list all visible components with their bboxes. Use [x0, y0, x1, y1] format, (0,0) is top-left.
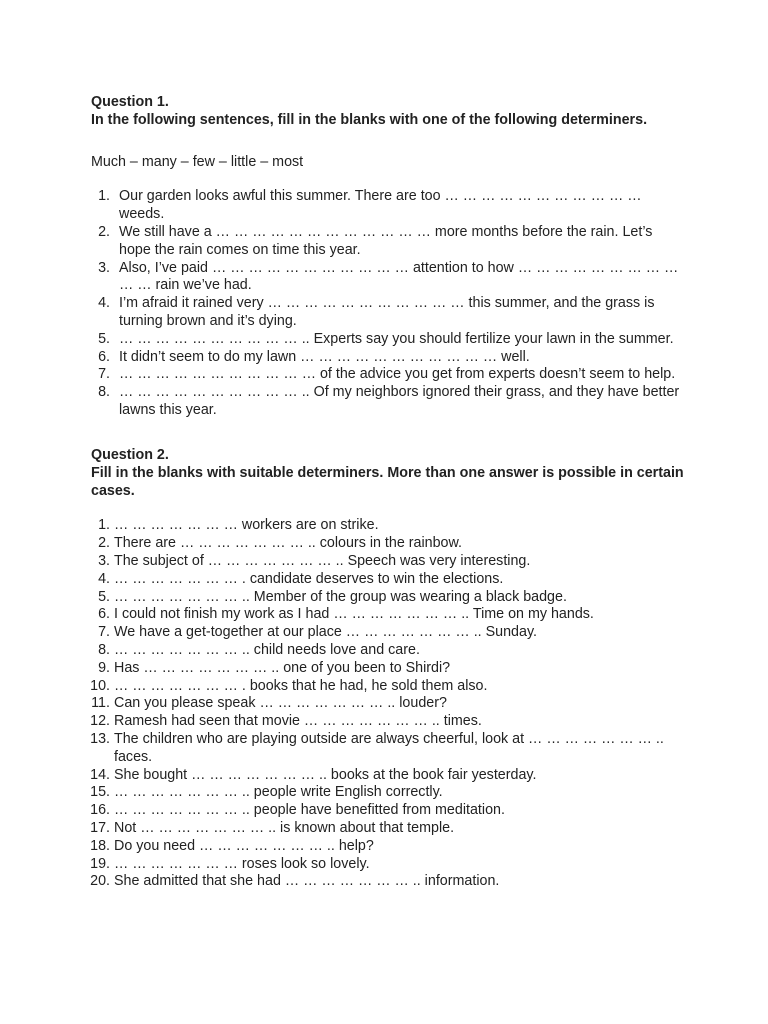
item-number: 1.	[98, 517, 110, 534]
list-item	[77, 784, 677, 802]
item-number: 18.	[90, 837, 110, 854]
list-item	[77, 571, 677, 589]
item-number: 8.	[98, 384, 110, 401]
list-item	[82, 295, 682, 331]
list-item	[77, 802, 677, 820]
item-text: … … … … … … … … … … … of the advice you get from experts doesn’t seem to help.	[119, 366, 676, 383]
item-text: … … … … … … … roses look so lovely.	[114, 855, 370, 872]
list-item	[77, 606, 677, 624]
item-text: Has … … … … … … … .. one of you been to Shirdi?	[114, 659, 451, 676]
list-item	[82, 384, 682, 420]
list-item	[82, 260, 682, 296]
item-text: … … … … … … … .. people write English correctly.	[114, 784, 443, 801]
item-number: 4.	[98, 295, 110, 312]
item-number: 10.	[90, 677, 110, 694]
item-text: I’m afraid it rained very … … … … … … … … … … … this summer, and the grass is turning brown and it’s dying.	[119, 295, 655, 329]
item-text: Also, I’ve paid … … … … … … … … … … … attention to how … … … … … … … … … … … rain we’ve had.	[119, 259, 679, 294]
item-number: 3.	[98, 552, 110, 569]
list-item	[77, 731, 677, 767]
list-item	[82, 331, 682, 349]
item-number: 5.	[98, 330, 110, 347]
item-text: … … … … … … … workers are on strike.	[114, 517, 379, 534]
question-1	[91, 94, 691, 420]
item-text: There are … … … … … … … .. colours in the rainbow.	[114, 535, 463, 552]
item-number: 4.	[98, 570, 110, 587]
list-item	[77, 713, 677, 731]
item-number: 2.	[98, 535, 110, 552]
item-text: Ramesh had seen that movie … … … … … … … .. times.	[114, 713, 482, 730]
item-number: 5.	[98, 588, 110, 605]
item-number: 6.	[98, 606, 110, 623]
item-number: 2.	[98, 223, 110, 240]
item-text: … … … … … … … .. child needs love and care.	[114, 641, 420, 658]
item-text: Our garden looks awful this summer. There are too … … … … … … … … … … … weeds.	[119, 188, 642, 223]
determiner-options: Much – many – few – little – most	[91, 153, 304, 170]
item-text: She bought … … … … … … … .. books at the book fair yesterday.	[114, 766, 537, 783]
list-item	[77, 820, 677, 838]
item-text: Do you need … … … … … … … .. help?	[114, 837, 374, 854]
question-2-instruction: Fill in the blanks with suitable determiners. More than one answer is possible in certain cases.	[91, 464, 684, 499]
item-number: 9.	[98, 659, 110, 676]
item-text: The subject of … … … … … … … .. Speech was very interesting.	[114, 552, 531, 569]
item-number: 3.	[98, 259, 110, 276]
question-2	[91, 447, 691, 891]
list-item	[77, 660, 677, 678]
item-number: 15.	[90, 784, 110, 801]
list-item	[82, 366, 682, 384]
question-1-list	[82, 188, 682, 419]
list-item	[77, 642, 677, 660]
list-item	[82, 349, 682, 367]
item-text: We have a get-together at our place … … … … … … … .. Sunday.	[114, 624, 538, 641]
list-item	[77, 678, 677, 696]
item-text: … … … … … … … . candidate deserves to win the elections.	[114, 570, 504, 587]
item-text: Not … … … … … … … .. is known about that temple.	[114, 819, 455, 836]
item-number: 6.	[98, 348, 110, 365]
item-number: 7.	[98, 366, 110, 383]
list-item	[77, 856, 677, 874]
item-number: 14.	[90, 766, 110, 783]
list-item	[77, 535, 677, 553]
item-number: 11.	[91, 695, 110, 712]
list-item	[77, 695, 677, 713]
item-number: 13.	[90, 730, 110, 747]
list-item	[77, 767, 677, 785]
list-item	[77, 873, 677, 891]
item-number: 7.	[98, 624, 110, 641]
item-number: 19.	[90, 855, 110, 872]
item-text: … … … … … … … .. Member of the group was wearing a black badge.	[114, 588, 567, 605]
item-text: … … … … … … … … … … .. Of my neighbors ignored their grass, and they have better lawns this year.	[119, 384, 680, 418]
item-number: 17.	[90, 819, 110, 836]
list-item	[77, 517, 677, 535]
question-2-list	[77, 517, 677, 891]
item-text: It didn’t seem to do my lawn … … … … … … … … … … … well.	[119, 348, 530, 365]
item-number: 12.	[90, 713, 110, 730]
item-number: 20.	[90, 873, 110, 890]
item-number: 16.	[90, 802, 110, 819]
list-item	[77, 553, 677, 571]
item-text: … … … … … … … … … … .. Experts say you should fertilize your lawn in the summer.	[119, 330, 674, 347]
list-item	[82, 224, 682, 260]
question-1-title: Question 1.	[91, 94, 169, 110]
item-text: … … … … … … … . books that he had, he sold them also.	[114, 677, 488, 694]
item-text: The children who are playing outside are always cheerful, look at … … … … … … … .. faces.	[114, 730, 664, 765]
item-text: Can you please speak … … … … … … … .. louder?	[114, 695, 447, 712]
item-text: … … … … … … … .. people have benefitted from meditation.	[114, 802, 505, 819]
item-number: 1.	[98, 188, 110, 205]
item-text: I could not finish my work as I had … … … … … … … .. Time on my hands.	[114, 606, 594, 623]
list-item	[77, 838, 677, 856]
list-item	[77, 589, 677, 607]
item-text: We still have a … … … … … … … … … … … … more months before the rain. Let’s hope the rain comes on time this year.	[119, 223, 653, 258]
item-text: She admitted that she had … … … … … … … .. information.	[114, 873, 500, 890]
question-1-instruction: In the following sentences, fill in the blanks with one of the following determiners.	[91, 111, 648, 128]
question-2-title: Question 2.	[91, 447, 169, 463]
list-item	[77, 624, 677, 642]
list-item	[82, 188, 682, 224]
item-number: 8.	[98, 641, 110, 658]
